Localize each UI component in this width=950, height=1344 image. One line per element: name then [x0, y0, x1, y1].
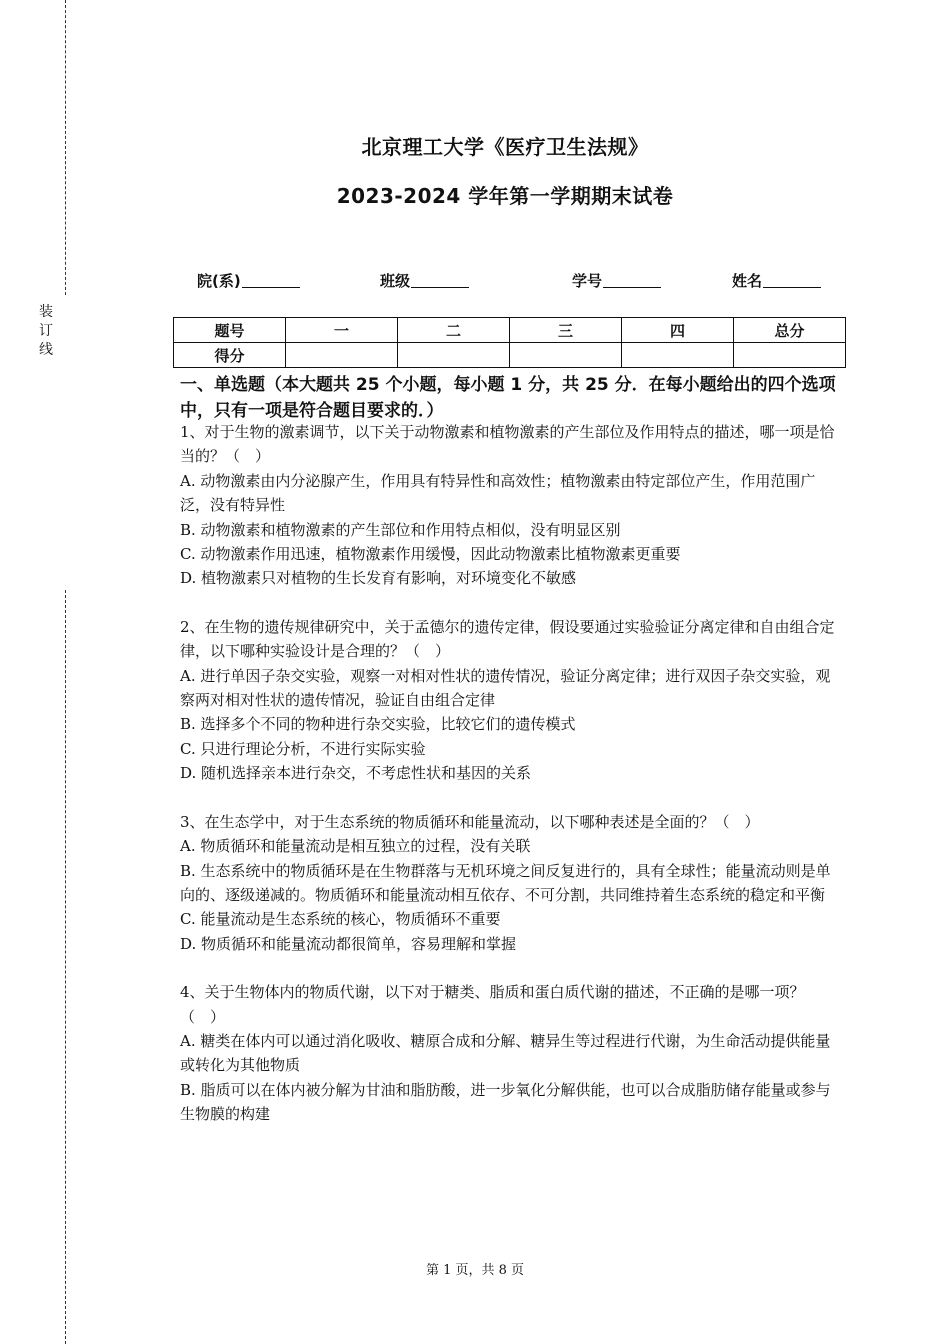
option-a: A. 物质循环和能量流动是相互独立的过程，没有关联 — [180, 837, 531, 856]
score-cell[interactable] — [734, 343, 846, 368]
class-field[interactable] — [380, 270, 469, 291]
score-cell[interactable] — [398, 343, 510, 368]
class-label: 班级 — [380, 272, 411, 290]
score-table-score-row — [174, 343, 846, 368]
binding-char: 装 — [39, 304, 53, 320]
option-d: D. 随机选择亲本进行杂交，不考虑性状和基因的关系 — [180, 764, 532, 783]
student-info-row — [0, 270, 950, 292]
score-header-cell: 总分 — [734, 318, 846, 343]
option-d: D. 物质循环和能量流动都很简单，容易理解和掌握 — [180, 934, 517, 953]
option-d: D. 植物激素只对植物的生长发育有影响，对环境变化不敏感 — [180, 569, 577, 588]
question-stem: 3、在生态学中，对于生态系统的物质循环和能量流动，以下哪种表述是全面的？（ ） — [180, 812, 760, 831]
score-header-cell: 二 — [398, 318, 510, 343]
option-a: A. 动物激素由内分泌腺产生，作用具有特异性和高效性；植物激素由特定部位产生，作用范围广泛，没有特异性 — [180, 471, 816, 515]
option-b: B. 选择多个不同的物种进行杂交实验，比较它们的遗传模式 — [180, 715, 576, 734]
score-table — [173, 317, 846, 368]
name-field[interactable] — [732, 270, 821, 291]
binding-label — [37, 303, 55, 360]
option-a: A. 进行单因子杂交实验，观察一对相对性状的遗传情况，验证分离定律；进行双因子杂交实验，观察两对相对性状的遗传情况，验证自由组合定律 — [180, 666, 831, 710]
spacer — [180, 956, 840, 980]
option-b: B. 脂质可以在体内被分解为甘油和脂肪酸，进一步氧化分解供能，也可以合成脂肪储存能量或参与生物膜的构建 — [180, 1080, 831, 1124]
score-table-header-row — [174, 318, 846, 343]
student-id-label: 学号 — [572, 272, 603, 290]
question-stem: 2、在生物的遗传规律研究中，关于孟德尔的遗传定律，假设要通过实验验证分离定律和自由组合定律，以下哪种实验设计是合理的？（ ） — [180, 617, 835, 661]
college-blank — [242, 287, 300, 288]
score-row-label: 得分 — [174, 343, 286, 368]
score-cell[interactable] — [622, 343, 734, 368]
student-id-field[interactable] — [572, 270, 661, 291]
college-label: 院(系) — [197, 272, 241, 290]
student-id-blank — [603, 287, 661, 288]
exam-title: 北京理工大学《医疗卫生法规》 — [361, 135, 649, 159]
spacer — [180, 786, 840, 810]
page-number: 第 1 页，共 8 页 — [425, 1263, 525, 1278]
score-header-cell: 一 — [286, 318, 398, 343]
section-heading: 一、单选题（本大题共 25 个小题，每小题 1 分，共 25 分．在每小题给出的四个选项中，只有一项是符合题目要求的．） — [180, 375, 836, 421]
question-stem: 1、对于生物的激素调节，以下关于动物激素和植物激素的产生部位及作用特点的描述，哪一项是恰当的？（ ） — [180, 423, 835, 466]
question-stem: 4、关于生物体内的物质代谢，以下对于糖类、脂质和蛋白质代谢的描述，不正确的是哪一项？（ ） — [180, 983, 805, 1026]
option-c: C. 能量流动是生态系统的核心，物质循环不重要 — [180, 910, 501, 929]
college-field[interactable] — [197, 270, 300, 291]
name-label: 姓名 — [732, 272, 763, 290]
class-blank — [411, 287, 469, 288]
question-block — [180, 420, 840, 591]
question-block — [180, 980, 840, 1126]
score-cell[interactable] — [510, 343, 622, 368]
spacer — [180, 591, 840, 615]
name-blank — [763, 287, 821, 288]
option-b: B. 动物激素和植物激素的产生部位和作用特点相似，没有明显区别 — [180, 520, 621, 539]
exam-subtitle: 2023-2024 学年第一学期期末试卷 — [336, 184, 674, 208]
option-c: C. 只进行理论分析，不进行实际实验 — [180, 739, 426, 758]
question-block — [180, 615, 840, 786]
score-header-cell: 四 — [622, 318, 734, 343]
score-header-cell: 三 — [510, 318, 622, 343]
option-c: C. 动物激素作用迅速，植物激素作用缓慢，因此动物激素比植物激素更重要 — [180, 545, 681, 564]
score-cell[interactable] — [286, 343, 398, 368]
option-b: B. 生态系统中的物质循环是在生物群落与无机环境之间反复进行的，具有全球性；能量流动则是单向的、逐级递减的。物质循环和能量流动相互依存、不可分割，共同维持着生态系统的稳定和平衡 — [180, 861, 831, 904]
binding-dashed-line-bottom — [65, 590, 66, 1344]
option-a: A. 糖类在体内可以通过消化吸收、糖原合成和分解、糖异生等过程进行代谢，为生命活动提供能量或转化为其他物质 — [180, 1031, 831, 1075]
binding-char: 订 — [39, 323, 53, 339]
score-header-cell: 题号 — [174, 318, 286, 343]
question-list — [180, 420, 840, 1127]
binding-char: 线 — [39, 342, 53, 358]
question-block — [180, 810, 840, 956]
